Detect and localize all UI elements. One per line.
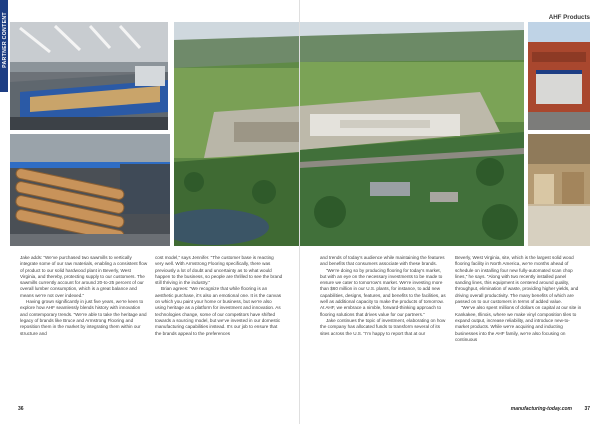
- column-1-paragraph-2: Having grown significantly in just five years, we’re keen to explore how AHF seamlessly blends history with innovation and contemporary trends. “We’re able to take the heritage and legacy of brands like Bruce and Armstrong Flooring and reposition them in the market by integrating them within our structure and: [20, 299, 147, 336]
- aerial-plant-photo-right: [300, 22, 524, 246]
- warehouse-interior-photo: [528, 134, 590, 246]
- column-3-paragraph-3: Jake continues the topic of investment, elaborating on how the company has allocated funds to transform several of its sites across the U.S. “I’m happy to report that at our: [320, 317, 446, 336]
- column-4-paragraph-1: Beverly, West Virginia, site, which is the largest solid wood flooring facility in North America, we’re months ahead of schedule on installing four new fully-automated scan chop lines,” he says. “Along with two recently installed panel sanding lines, this equipment is centered around quality, throughput, elimination of waste, providing higher yields, and driving overall productivity. The many benefits of which are passed on to our customers in terms of added value.: [455, 255, 579, 305]
- column-3-paragraph-1: and trends of today’s audience while maintaining the features and benefits that consumers associate with these brands.: [320, 255, 445, 267]
- partner-content-label: PARTNER CONTENT: [2, 12, 8, 68]
- section-title: AHF Products: [548, 14, 590, 21]
- website-url[interactable]: manufacturing-today.com: [510, 406, 572, 412]
- lumber-rolls-photo: [10, 134, 170, 246]
- article-column-2: [155, 255, 283, 337]
- column-2-paragraph-1: cost model,” says Jennifer. “The customer base is reacting very well. With Armstrong Flooring specifically, there was previously a lot of doubt and uncertainty as to what would happen to the business, so people are thrilled to see the brand still thriving in the industry.”: [155, 255, 283, 286]
- partner-content-tab: [0, 0, 8, 92]
- right-page-number: 37: [584, 406, 590, 412]
- article-column-4: [455, 255, 583, 343]
- article-column-1: [20, 255, 148, 337]
- article-column-3: [320, 255, 448, 337]
- left-page-number: 36: [18, 406, 24, 412]
- aerial-plant-photo-left: [174, 22, 300, 246]
- brick-building-photo: [528, 22, 590, 130]
- column-4-paragraph-2: “We’ve also spent millions of dollars on capital at our site in Kankakee, Illinois, where we make vinyl composition tiles to expand output, increase reliability, and introduce new-to-market products. While we’re acquiring and inducting businesses into the AHF family, we’re also focusing on continuous: [455, 305, 582, 342]
- right-page: [300, 0, 600, 424]
- column-3-paragraph-2: “We’re doing so by producing flooring for today’s market, but with an eye on the necessary investments to be made to ensure we cater to tomorrow’s market. We’re investing more than $60 million in our U.S. plants, for instance, to add new capabilities, designs, features, and benefits to the facilities, as well as additional capacity to make the products of tomorrow. At AHF, we embrace a nimble, forward-thinking approach to flooring solutions that drives value for our partners.”: [320, 267, 446, 317]
- column-1-paragraph-1: Jake adds: “We’ve purchased two sawmills to vertically integrate some of our raw materials, enabling a consistent flow of product to our solid hardwood plant in Beverly, West Virginia, and thereby, protecting supply to our customers. The sawmills currently account for around 20-to-25 percent of our overall lumber consumption, which is a great balance and means we’re not over indexed.”: [20, 255, 148, 298]
- factory-floor-photo: [10, 22, 168, 130]
- column-2-paragraph-2: Brian agrees: “We recognize that while flooring is an aesthetic purchase, it’s also an emotional one. It is the canvas on which you paint your home or business, but we’re also using heritage as a platform for investment and innovation. As technologies change, some of our competitors have shifted towards a sourcing model, but we’ve invested in our domestic manufacturing capabilities instead. It’s our job to ensure that the brands appeal to the preferences: [155, 286, 282, 336]
